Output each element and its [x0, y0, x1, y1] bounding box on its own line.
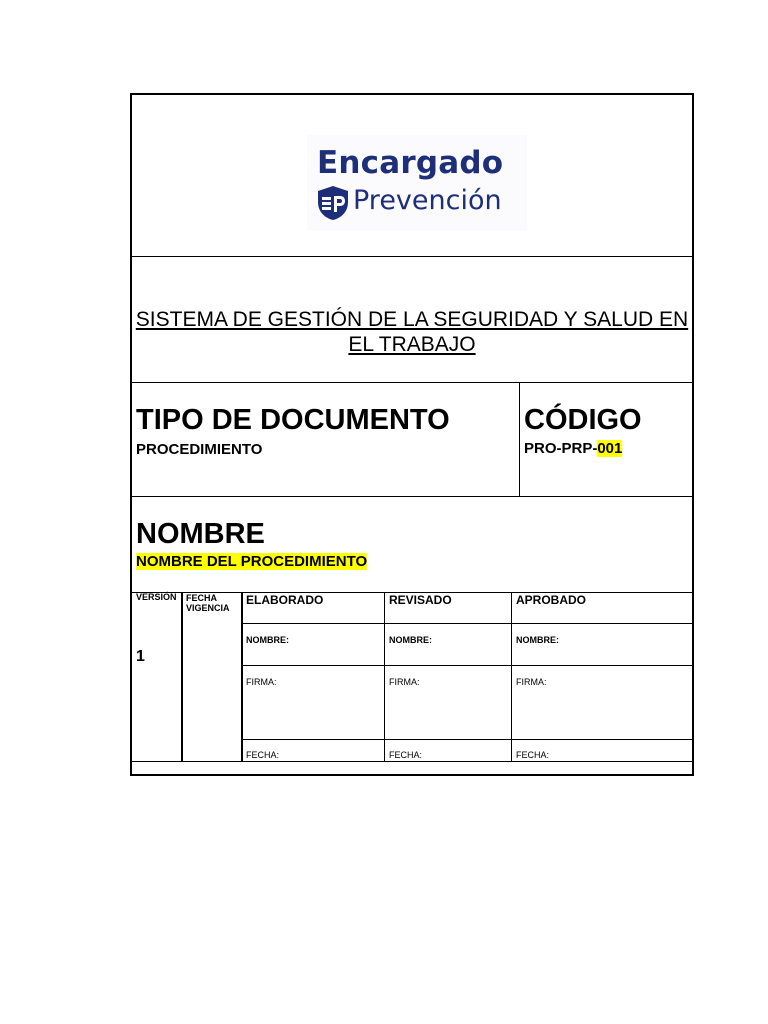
divider — [132, 761, 692, 762]
code-value — [524, 440, 622, 457]
doc-type-value: PROCEDIMIENTO — [136, 441, 263, 458]
version-header: VERSIÓN — [136, 592, 177, 602]
code-label: CÓDIGO — [524, 404, 642, 436]
date-header-line1: FECHA — [186, 593, 217, 603]
divider — [132, 496, 692, 497]
divider — [241, 592, 243, 761]
column-revisado-title: REVISADO — [389, 593, 452, 607]
divider — [181, 592, 183, 761]
doc-type-label: TIPO DE DOCUMENTO — [136, 404, 450, 436]
code-number: 001 — [597, 440, 623, 457]
elaborado-nombre-label: NOMBRE: — [246, 635, 289, 645]
aprobado-nombre-label: NOMBRE: — [516, 635, 559, 645]
name-value: NOMBRE DEL PROCEDIMIENTO — [136, 553, 368, 570]
company-logo — [307, 135, 527, 231]
aprobado-fecha-label: FECHA: — [516, 750, 550, 760]
date-header — [186, 593, 230, 613]
divider — [132, 256, 692, 257]
divider — [241, 665, 692, 666]
shield-icon — [316, 185, 350, 221]
elaborado-fecha-label: FECHA: — [246, 750, 280, 760]
revisado-fecha-label: FECHA: — [389, 750, 423, 760]
divider — [384, 592, 385, 761]
revisado-firma-label: FIRMA: — [389, 677, 420, 687]
document-cover-frame — [130, 93, 694, 776]
revisado-nombre-label: NOMBRE: — [389, 635, 432, 645]
divider — [511, 592, 512, 761]
column-aprobado-title: APROBADO — [516, 593, 587, 607]
column-elaborado-title: ELABORADO — [246, 593, 324, 607]
version-value: 1 — [136, 648, 145, 665]
name-label: NOMBRE — [136, 518, 265, 550]
aprobado-firma-label: FIRMA: — [516, 677, 547, 687]
logo-text-line1: Encargado — [317, 145, 504, 181]
date-header-line2: VIGENCIA — [186, 603, 230, 613]
divider — [241, 739, 692, 740]
code-prefix: PRO-PRP- — [524, 440, 598, 457]
system-title: SISTEMA DE GESTIÓN DE LA SEGURIDAD Y SALUD EN EL TRABAJO — [135, 308, 689, 356]
divider — [132, 382, 692, 383]
divider — [241, 623, 692, 624]
elaborado-firma-label: FIRMA: — [246, 677, 277, 687]
logo-text-line2: Prevención — [353, 185, 502, 216]
divider — [519, 382, 520, 496]
